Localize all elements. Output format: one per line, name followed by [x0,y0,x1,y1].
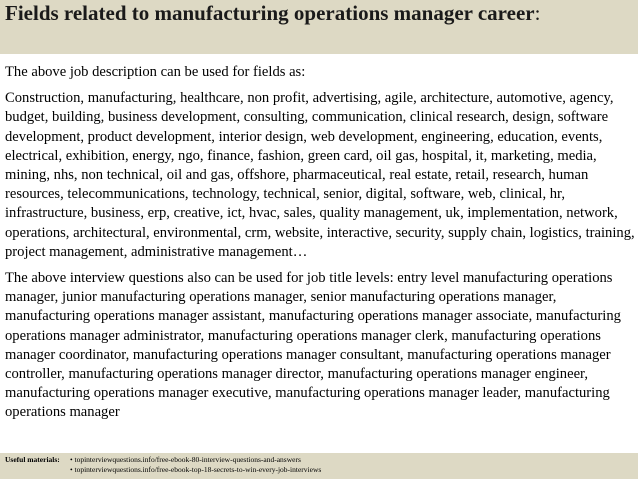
slide-title [5,1,633,26]
title-bar [0,0,638,54]
footer-link-ebook-80-questions[interactable]: • topinterviewquestions.info/free-ebook-80-interview-questions-and-answers [70,455,301,464]
intro-paragraph: The above job description can be used for fields as: [5,64,306,80]
footer-label: Useful materials: [5,455,60,464]
footer-link-ebook-18-secrets[interactable]: • topinterviewquestions.info/free-ebook-top-18-secrets-to-win-every-job-interviews [70,465,322,474]
footer-bar [0,453,638,479]
slide-content [5,63,635,430]
job-titles-paragraph: The above interview questions also can be used for job title levels: entry level manufacturing operations manager, junior manufacturing operations manager, senior manufacturing operations manager, manufacturing operations manager assistant, manufacturing operations manager associate, manufacturing operations manager administrator, manufacturing operations manager clerk, manufacturing operations manager coordinator, manufacturing operations manager consultant, manufacturing operations manager controller, manufacturing operations manager director, manufacturing operations manager engineer, manufacturing operations manager executive, manufacturing operations manager leader, manufacturing operations manager [5,270,621,421]
fields-list-paragraph: Construction, manufacturing, healthcare, non profit, advertising, agile, architecture, automotive, agency, budget, building, business development, consulting, communication, clinical research, design, software development, product development, interior design, web development, engineering, education, events, electrical, exhibition, energy, ngo, finance, fashion, green card, oil gas, hospital, it, marketing, media, mining, nhs, non technical, oil and gas, offshore, pharmaceutical, real estate, retail, research, human resources, telecommunications, technology, technical, senior, digital, software, web, clinical, hr, infrastructure, business, erp, creative, ict, hvac, sales, quality management, uk, implementation, network, operations, architectural, environmental, crm, website, interactive, security, supply chain, logistics, training, project management, administrative management… [5,90,635,260]
slide-title-text: Fields related to manufacturing operations manager career [5,1,535,25]
footer-links [70,455,321,475]
slide-title-colon: : [534,1,541,25]
